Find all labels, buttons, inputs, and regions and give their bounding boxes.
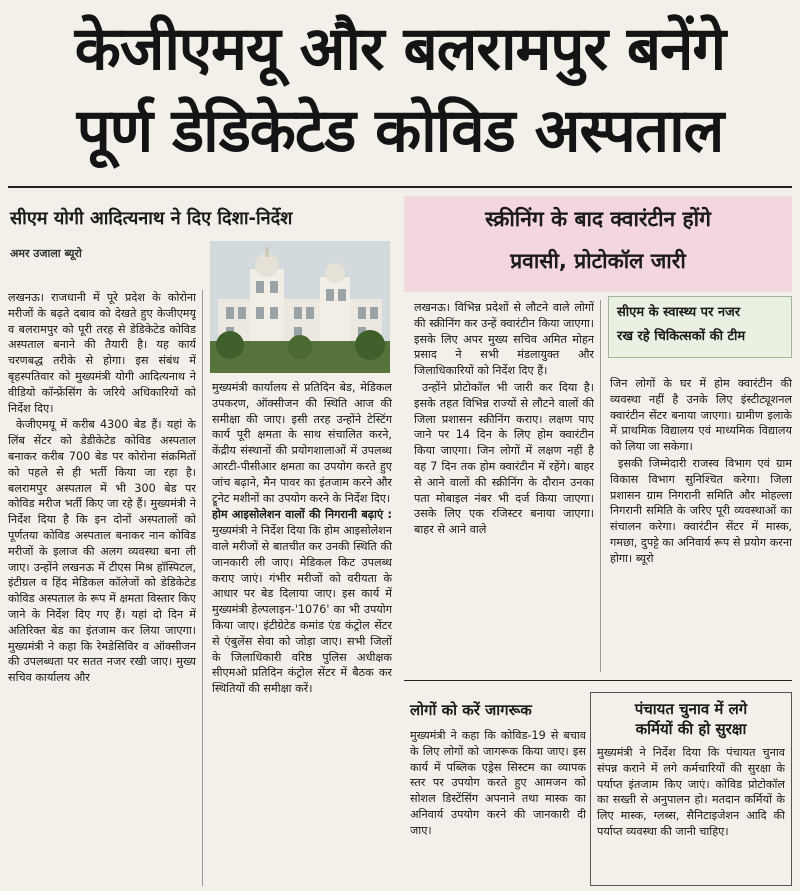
right-col1-para-2: उन्होंने प्रोटोकॉल भी जारी कर दिया है। इसके तहत विभिन्न राज्यों से लौटने वालों की जिला प्रशासन स्क्रीनिंग कराए। लक्षण पाए जाने पर 14 दिन के लिए होम क्वारंटीन किया जाएगा। जिन लोगों में लक्षण नहीं है वह 7 दिन तक होम क्वारंटीन में रहेंगे। बाहर से आने वालों की स्क्रीनिंग के दौरान उनका पता मोबाइल नंबर भी दर्ज किया जाएगा। उसके लिए एक रजिस्टर बनाया जाएगा। बाहर से आने वाले — [414, 380, 594, 537]
building-illustration — [210, 241, 390, 373]
health-box-line-1: सीएम के स्वास्थ्य पर नजर — [617, 305, 741, 320]
right-col2-para-2: इसकी जिम्मेदारी राजस्व विभाग एवं ग्राम विकास विभाग सुनिश्चित करेगा। जिला प्रशासन ग्राम निगरानी समिति और मोहल्ला निगरानी समिति के जरिए पूरी व्यवस्थाओं का संचालन करेगा। क्वारंटीन सेंटर में मास्क, गमछा, दुपट्टे का अनिवार्य रूप से प्रयोग करना होगा। ब्यूरो — [610, 456, 792, 565]
right-column-1 — [414, 300, 594, 672]
panchayat-title-line-1: पंचायत चुनाव में लगे — [634, 700, 748, 718]
panchayat-body: मुख्यमंत्री ने निर्देश दिया कि पंचायत चुनाव संपन्न कराने में लगे कर्मचारियों की सुरक्षा के पर्याप्त इंतजाम किए जाएं। कोविड प्रोटोकॉल का सख्ती से अनुपालन हो। मतदान कर्मियों के लिए मास्क, ग्लब्स, सैनिटाइजेशन आदि की पर्याप्त व्यवस्था की जानी चाहिए। — [597, 746, 785, 838]
building-photo — [210, 241, 390, 373]
awareness-title: लोगों को करें जागरूक — [410, 701, 532, 719]
left-subheading: सीएम योगी आदित्यनाथ ने दिए दिशा-निर्देश — [10, 208, 293, 229]
right-column-2 — [610, 376, 792, 672]
column-divider — [202, 290, 203, 886]
health-box — [608, 296, 792, 358]
right-column-divider — [600, 300, 601, 672]
left-column-1 — [8, 290, 196, 890]
awareness-body: मुख्यमंत्री ने कहा कि कोविड-19 से बचाव के लिए लोगों को जागरूक किया जाए। इस कार्य में पब्लिक एड्रेस सिस्टम का व्यापक स्तर पर उपयोग करते हुए आमजन को सोशल डिस्टेंसिंग अपनाने तथा मास्क का अनिवार्य उपयोग करने की जानकारी दी जाए। — [410, 729, 586, 837]
right-headline-line-1: स्क्रीनिंग के बाद क्वारंटीन होंगे — [485, 207, 711, 231]
headline-line-1: केजीएमयू और बलरामपुर बनेंगे — [74, 14, 726, 84]
bottom-rule — [404, 680, 792, 681]
right-col2-para-1: जिन लोगों के घर में होम क्वारंटीन की व्यवस्था नहीं है उनके लिए इंस्टीट्यूशनल क्वारंटीन सेंटर बनाया जाएगा। ग्रामीण इलाके में प्राथमिक विद्यालय एवं माध्यमिक विद्यालय को लिया जा सकेगा। — [610, 377, 792, 454]
left-col2-para-2: मुख्यमंत्री ने निर्देश दिया कि होम आइसोलेशन वाले मरीजों से बातचीत कर उनकी स्थिति की जानकारी ली जाए। मेडिकल किट उपलब्ध कराए जाएं। गंभीर मरीजों को वरीयता के आधार पर बेड दिलाया जाए। इस कार्य में मुख्यमंत्री हेल्पलाइन-'1076' का भी उपयोग किया जाए। इंटीग्रेटेड कमांड एंड कंट्रोल सेंटर से एंबुलेंस सेवा को जोड़ा जाए। सभी जिलों के जिलाधिकारी वरिष्ठ पुलिस अधीक्षक सीएमओ प्रतिदिन कंट्रोल सेंटर में बैठक कर स्थितियों की समीक्षा करें। — [212, 524, 392, 696]
awareness-box — [410, 700, 586, 886]
left-col2-lead: होम आइसोलेशन वालों की निगरानी बढ़ाएं : — [212, 508, 392, 522]
panchayat-title-line-2: कर्मियों की हो सुरक्षा — [635, 720, 747, 738]
byline: अमर उजाला ब्यूरो — [10, 247, 82, 260]
panchayat-box — [590, 692, 792, 886]
left-col1-para-1: लखनऊ। राजधानी में पूरे प्रदेश के कोरोना मरीजों के बढ़ते दबाव को देखते हुए केजीएमयू व बलरामपुर को पूरी तरह से डेडिकेटेड कोविड अस्पताल बनाने की तैयारी है। यह कार्य चरणबद्ध तरीके से होगा। इस संबंध में बृहस्पतिवार को मुख्यमंत्री योगी आदित्यनाथ ने वीडियो कॉन्फ्रेंसिंग के जरिये अधिकारियों को निर्देश दिए। — [8, 291, 196, 415]
left-col1-para-2: केजीएमयू में करीब 4300 बेड हैं। यहां के लिंब सेंटर को डेडीकेटेड कोविड अस्पताल बनाकर करीब 700 बेड पर कोरोना संक्रमितों को पहले से ही भर्ती किया जा रहा है। बलरामपुर अस्पताल में भी 300 बेड पर कोविड मरीज भर्ती किए जा रहे हैं। मुख्यमंत्री ने निर्देश दिया है कि इन दोनों अस्पतालों को पूर्णतया कोविड अस्पताल बनाकर नान कोविड मरीजों के इलाज की अलग व्यवस्था बना ली जाए। उन्होंने लखनऊ में टीएस मिश्र हॉस्पिटल, इंटीग्रल व हिंद मेडिकल कॉलेजों को डेडिकेटेड कोविड अस्पताल के रूप में क्षमता विस्तार किए जाने के निर्देश दिए गए हैं। यहां दो दिन में अतिरिक्त बेड का इंतजाम कर लिया जाएगा। मुख्यमंत्री ने कहा कि रेमडेसिविर व ऑक्सीजन की उपलब्धता पर सतत नजर रखी जाए। मुख्य सचिव कार्यालय और — [8, 418, 196, 685]
left-col2-para-1: मुख्यमंत्री कार्यालय से प्रतिदिन बेड, मेडिकल उपकरण, ऑक्सीजन की स्थिति आज की समीक्षा की जाए। इसी तरह उन्होंने टेस्टिंग कार्य पूरी क्षमता के साथ संचालित करने, केंद्रीय संस्थानों की प्रयोगशालाओं में उपलब्ध आरटी-पीसीआर क्षमता का उपयोग करते हुए जांच बढ़ाने, मैन पावर का इंतजाम करने और ट्रूनेट मशीनों का उपयोग करने के निर्देश दिए। — [212, 381, 392, 505]
left-column-2 — [212, 380, 392, 885]
right-headline-line-2: प्रवासी, प्रोटोकॉल जारी — [510, 249, 686, 273]
right-col1-para-1: लखनऊ। विभिन्न प्रदेशों से लौटने वाले लोगों की स्क्रीनिंग कर उन्हें क्वारंटीन किया जाएगा। इसके लिए अपर मुख्य सचिव अमित मोहन प्रसाद ने सभी मंडलायुक्त और जिलाधिकारियों को निर्देश दिए हैं। — [414, 301, 594, 378]
headline-line-2: पूर्ण डेडिकेटेड कोविड अस्पताल — [76, 96, 724, 166]
headline-rule — [8, 186, 792, 188]
health-box-line-2: रख रहे चिकित्सकों की टीम — [617, 329, 746, 344]
